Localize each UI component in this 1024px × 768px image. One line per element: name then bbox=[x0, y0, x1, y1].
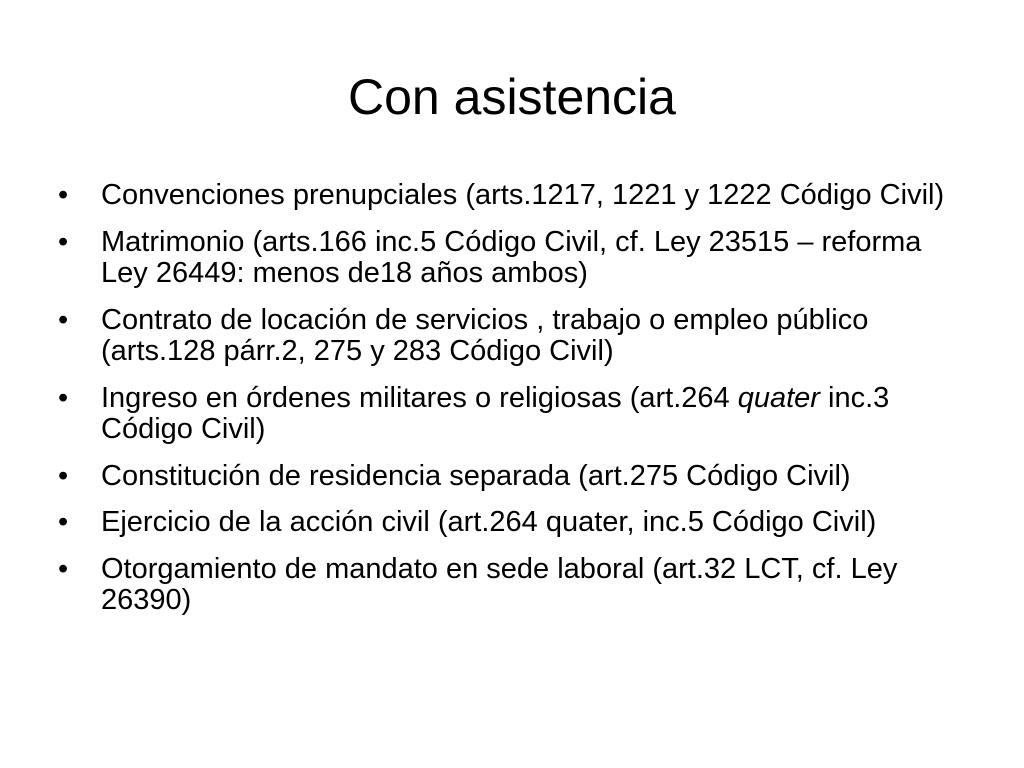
bullet-icon: • bbox=[58, 459, 69, 492]
bullet-icon: • bbox=[58, 303, 69, 336]
bullet-text: Ejercicio de la acción civil (art.264 quater, inc.5 Código Civil) bbox=[101, 506, 877, 538]
bullet-item-convenciones bbox=[56, 180, 976, 212]
bullet-text: Convenciones prenupciales (arts.1217, 1221 y 1222 Código Civil) bbox=[101, 179, 945, 211]
bullet-text bbox=[101, 382, 889, 446]
bullet-list bbox=[56, 180, 976, 632]
bullet-icon: • bbox=[58, 225, 69, 258]
slide-title: Con asistencia bbox=[348, 69, 676, 125]
bullet-text-part: inc.3 Código Civil) bbox=[101, 381, 890, 445]
bullet-text-part: Ingreso en órdenes militares o religiosas (art.264 bbox=[101, 381, 738, 414]
bullet-text: Matrimonio (arts.166 inc.5 Código Civil, cf. Ley 23515 – reforma Ley 26449: menos de18 años ambos) bbox=[101, 225, 922, 289]
bullet-icon: • bbox=[58, 179, 69, 211]
bullet-item-ingreso bbox=[56, 383, 976, 446]
bullet-icon: • bbox=[58, 506, 69, 538]
bullet-text: Contrato de locación de servicios , trabajo o empleo público (arts.128 párr.2, 275 y 283 Código Civil) bbox=[101, 303, 869, 367]
bullet-text: Otorgamiento de mandato en sede laboral (art.32 LCT, cf. Ley 26390) bbox=[101, 552, 898, 616]
bullet-item-residencia bbox=[56, 461, 976, 493]
bullet-item-contrato bbox=[56, 305, 976, 368]
bullet-icon: • bbox=[58, 552, 69, 585]
bullet-item-matrimonio bbox=[56, 227, 976, 290]
bullet-item-mandato bbox=[56, 554, 976, 617]
bullet-icon: • bbox=[58, 381, 69, 414]
bullet-item-accion-civil bbox=[56, 507, 976, 539]
bullet-text-italic: quater bbox=[737, 381, 820, 414]
bullet-text: Constitución de residencia separada (art.275 Código Civil) bbox=[101, 459, 851, 492]
